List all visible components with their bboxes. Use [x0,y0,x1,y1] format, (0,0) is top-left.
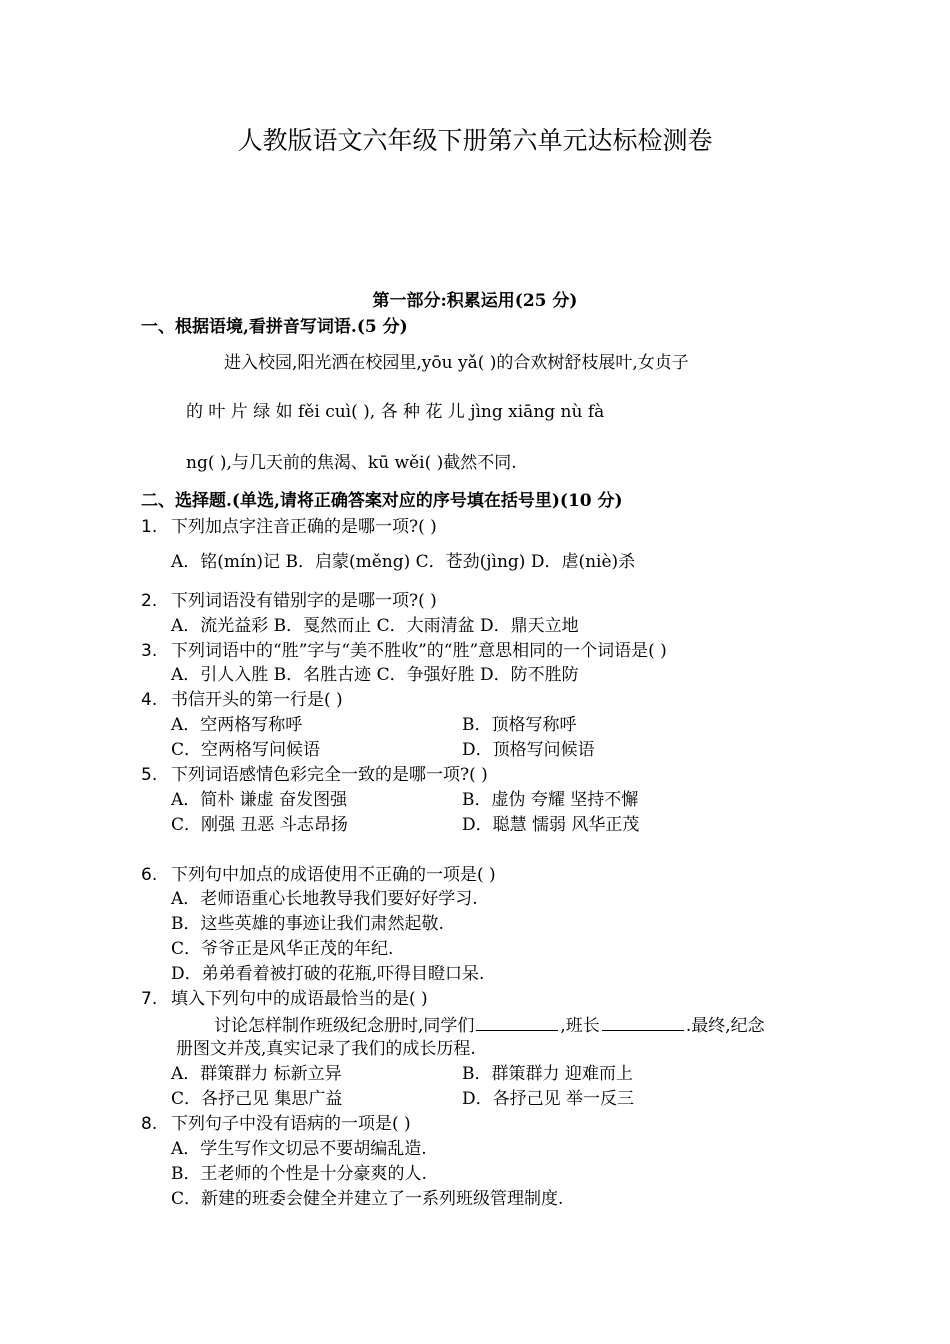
q5-number: 5. [141,765,158,785]
q6-option-b: B．这些英雄的事迹让我们肃然起敬. [171,914,444,934]
q2-options: A．流光益彩 B．戛然而止 C．大雨清盆 D．鼎天立地 [171,616,579,636]
q7-passage-part-c: .最终,纪念 [685,1016,765,1036]
q7-blank-2 [602,1016,684,1031]
section1-line3: ng( ),与几天前的焦渴、kū wěi( )截然不同. [186,453,517,473]
q7-option-c: C．各抒己见 集思广益 [171,1089,343,1109]
q7-stem: 填入下列句中的成语最恰当的是( ) [171,989,428,1009]
q6-stem: 下列句中加点的成语使用不正确的一项是( ) [171,865,496,885]
part1-heading: 第一部分:积累运用(25 分) [372,291,578,311]
q1-number: 1. [141,517,158,537]
section1-heading: 一、根据语境,看拼音写词语.(5 分) [141,317,408,337]
q4-stem: 书信开头的第一行是( ) [171,690,343,710]
q2-stem: 下列词语没有错别字的是哪一项?( ) [171,591,437,611]
q6-option-c: C．爷爷正是风华正茂的年纪. [171,939,394,959]
q1-options: A．铭(mín)记 B．启蒙(měng) C．苍劲(jìng) D．虐(niè)杀 [171,552,636,572]
q8-stem: 下列句子中没有语病的一项是( ) [171,1114,411,1134]
q7-option-b: B．群策群力 迎难而上 [462,1064,633,1084]
q8-option-c: C．新建的班委会健全并建立了一系列班级管理制度. [171,1189,564,1209]
q6-option-d: D．弟弟看着被打破的花瓶,吓得目瞪口呆. [171,964,485,984]
q8-option-b: B．王老师的个性是十分豪爽的人. [171,1164,427,1184]
q2-number: 2. [141,591,158,611]
q7-option-d: D．各抒己见 举一反三 [462,1089,635,1109]
q4-option-c: C．空两格写问候语 [171,740,321,760]
section1-line2: 的 叶 片 绿 如 fěi cuì( ), 各 种 花 儿 jìng xiāng nù fà [186,402,605,422]
q7-passage-part-a: 讨论怎样制作班级纪念册时,同学们 [214,1016,475,1036]
q4-option-a: A．空两格写称呼 [171,715,303,735]
q8-option-a: A．学生写作文切忌不要胡编乱造. [171,1139,427,1159]
document-title: 人教版语文六年级下册第六单元达标检测卷 [237,126,713,155]
q7-blank-1 [476,1016,558,1031]
q7-passage-line1 [214,1016,765,1035]
q6-number: 6. [141,865,158,885]
q3-stem: 下列词语中的“胜”字与“美不胜收”的“胜”意思相同的一个词语是( ) [171,641,667,661]
q4-option-b: B．顶格写称呼 [462,715,577,735]
q5-option-d: D．聪慧 懦弱 风华正茂 [462,815,640,835]
q5-option-b: B．虚伪 夸耀 坚持不懈 [462,790,639,810]
q3-options: A．引人入胜 B．名胜古迹 C．争强好胜 D．防不胜防 [171,665,579,685]
q7-passage-line2: 册图文并茂,真实记录了我们的成长历程. [176,1039,476,1059]
q7-passage-part-b: ,班长 [560,1016,600,1036]
q5-stem: 下列词语感情色彩完全一致的是哪一项?( ) [171,765,488,785]
q4-number: 4. [141,690,158,710]
q5-option-c: C．刚强 丑恶 斗志昂扬 [171,815,348,835]
q1-stem: 下列加点字注音正确的是哪一项?( ) [171,517,437,537]
q7-option-a: A．群策群力 标新立异 [171,1064,342,1084]
q6-option-a: A．老师语重心长地教导我们要好好学习. [171,889,478,909]
q8-number: 8. [141,1114,158,1134]
q7-number: 7. [141,989,158,1009]
section1-line1: 进入校园,阳光洒在校园里,yōu yǎ( )的合欢树舒枝展叶,女贞子 [224,353,689,373]
q4-option-d: D．顶格写问候语 [462,740,595,760]
section2-heading: 二、选择题.(单选,请将正确答案对应的序号填在括号里)(10 分) [141,491,623,511]
q5-option-a: A．简朴 谦虚 奋发图强 [171,790,348,810]
q3-number: 3. [141,641,158,661]
